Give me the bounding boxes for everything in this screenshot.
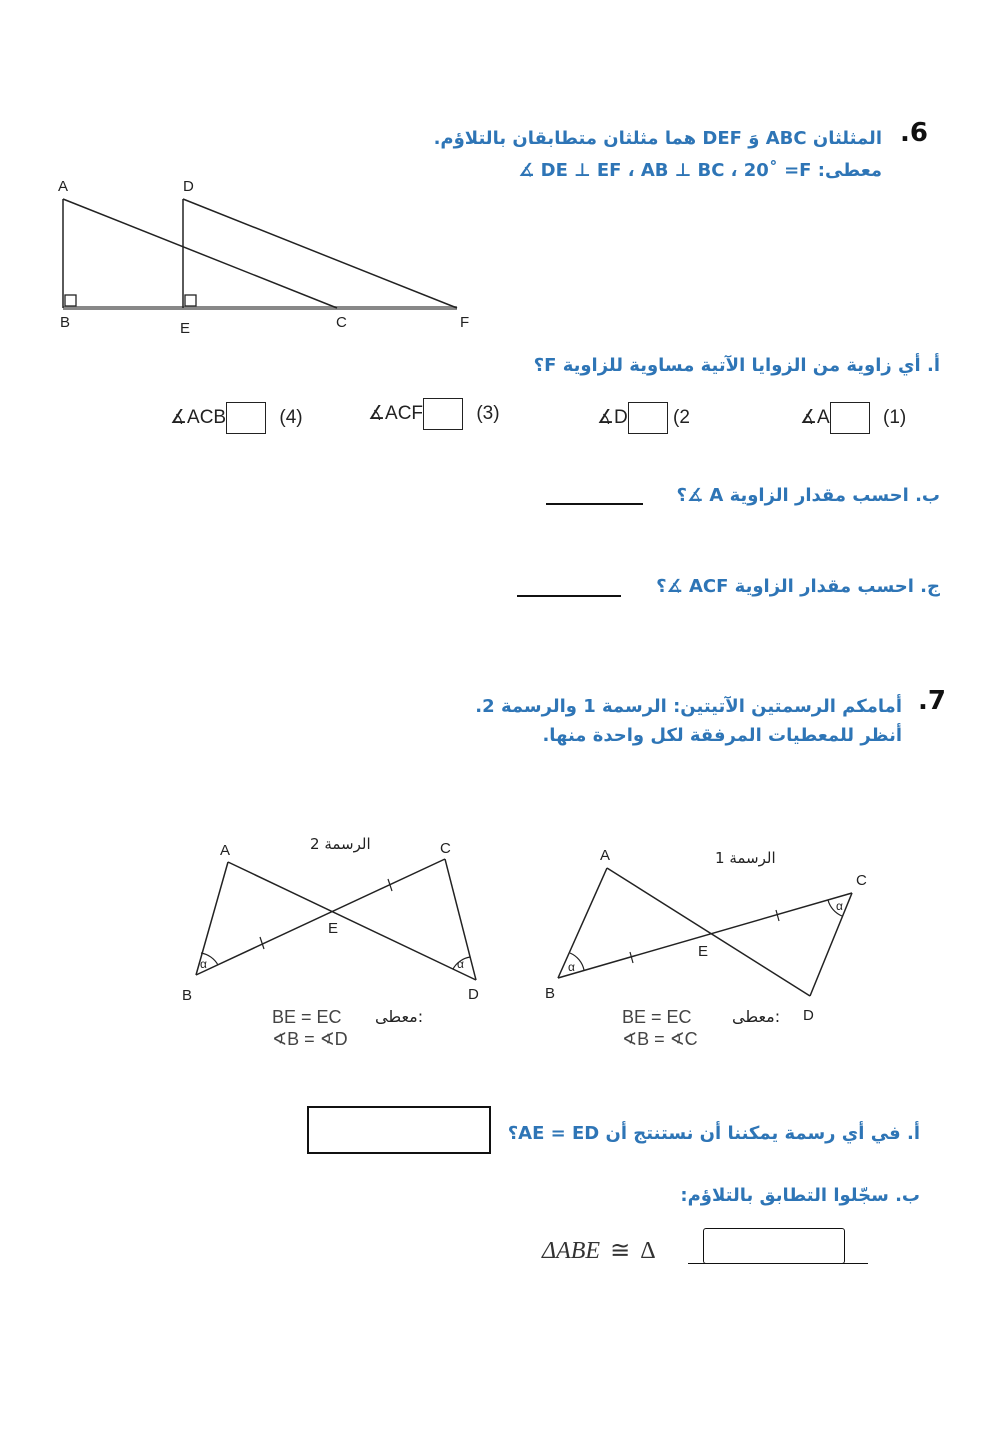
congruence-right: Δ: [640, 1238, 656, 1264]
d2-angle-b-symbol: α: [200, 957, 207, 971]
option-3-label: ∡ACF: [368, 403, 424, 425]
q6-part-a-prompt: أ. أي زاوية من الزوايا الآتية مساوية للزاوية F؟: [533, 355, 940, 376]
option-2-checkbox[interactable]: [628, 402, 668, 434]
d2-point-d: D: [468, 986, 479, 1003]
option-4-label: ∡ACB: [170, 407, 227, 429]
d2-given-label: معطى:: [375, 1007, 424, 1026]
option-1-checkbox[interactable]: [830, 402, 870, 434]
option-1-number: (1): [883, 407, 907, 429]
d1-point-a: A: [600, 847, 611, 864]
option-1-label: ∡A: [800, 407, 830, 429]
d2-point-b: B: [182, 987, 193, 1004]
d1-given-1: BE = EC: [622, 1007, 692, 1027]
question-6-number: .6: [900, 118, 928, 148]
d1-segment-bc: [558, 893, 852, 978]
d1-point-d: D: [803, 1007, 814, 1024]
right-angle-mark-e: [185, 295, 196, 306]
point-label-b: B: [60, 314, 71, 331]
option-3-number: (3): [476, 403, 500, 425]
d1-title: الرسمة 1: [715, 849, 776, 867]
d1-point-b: B: [545, 985, 556, 1002]
d1-given-2: ∢B = ∢C: [622, 1029, 698, 1049]
q6-option-1: [800, 402, 906, 434]
d1-segment-ad: [607, 868, 810, 996]
question-6-statement: المثلثان ABC وَ DEF هما مثلثان متطابقان بالتلاؤم.: [433, 128, 882, 149]
d2-point-e: E: [328, 920, 339, 937]
d1-angle-b-symbol: α: [568, 960, 575, 974]
d1-segment-ab: [558, 868, 607, 978]
d2-angle-d-symbol: α: [457, 957, 464, 971]
q6-part-c-answer-line[interactable]: [517, 595, 621, 597]
q7-drawing-1: [540, 838, 890, 1048]
q6-option-2: [597, 402, 690, 434]
d1-angle-c-symbol: α: [836, 899, 843, 913]
q7-part-b-prompt: ب. سجّلوا التطابق بالتلاؤم:: [680, 1185, 920, 1206]
question-6-given: معطى: DE ⊥ EF ، AB ⊥ BC ، 20˚ =F ∡: [518, 160, 882, 181]
d2-segment-bc: [196, 859, 445, 975]
option-4-checkbox[interactable]: [226, 402, 266, 434]
d1-given-label: معطى:: [732, 1007, 781, 1026]
point-label-e: E: [180, 320, 191, 337]
q7-part-b-answer-box[interactable]: [703, 1228, 845, 1264]
d2-point-a: A: [220, 842, 231, 859]
d1-point-c: C: [856, 872, 867, 889]
point-label-f: F: [460, 314, 470, 331]
q6-triangles-figure: [50, 175, 490, 345]
q7-part-a-prompt: أ. في أي رسمة يمكننا أن نستنتج أن AE = ED؟: [507, 1123, 920, 1144]
q6-part-c-prompt: ج. احسب مقدار الزاوية ACF ∡؟: [656, 576, 940, 597]
question-7-number: .7: [918, 686, 946, 716]
question-7-statement: أمامكم الرسمتين الآتيتين: الرسمة 1 والرسمة 2.: [475, 696, 902, 717]
q7-congruence-expression: [542, 1236, 656, 1265]
q7-part-a-answer-box[interactable]: [307, 1106, 491, 1154]
d1-segment-cd: [810, 893, 852, 996]
point-label-d: D: [183, 178, 194, 195]
q6-part-b-prompt: ب. احسب مقدار الزاوية A ∡؟: [676, 485, 940, 506]
q6-option-3: [368, 398, 500, 430]
d2-segment-ad: [228, 862, 476, 980]
d2-given-1: BE = EC: [272, 1007, 342, 1027]
question-7-instruction: أنظر للمعطيات المرفقة لكل واحدة منها.: [542, 725, 902, 746]
d2-title: الرسمة 2: [310, 835, 371, 853]
d2-given-2: ∢B = ∢D: [272, 1029, 348, 1049]
point-label-c: C: [336, 314, 347, 331]
option-2-label: ∡D: [597, 407, 628, 429]
q6-part-b-answer-line[interactable]: [546, 503, 643, 505]
d2-point-c: C: [440, 840, 451, 857]
option-2-number-text: (2: [673, 407, 690, 429]
congruence-symbol: ≅: [610, 1238, 631, 1264]
q6-option-4: [170, 402, 303, 434]
q7-part-b-underline: [688, 1263, 868, 1264]
option-3-checkbox[interactable]: [423, 398, 463, 430]
right-angle-mark-b: [65, 295, 76, 306]
option-4-number: (4): [279, 407, 303, 429]
segment-ac: [63, 199, 337, 308]
segment-df: [183, 199, 457, 308]
point-label-a: A: [58, 178, 69, 195]
congruence-left: ΔABE: [542, 1238, 601, 1264]
d1-point-e: E: [698, 943, 709, 960]
